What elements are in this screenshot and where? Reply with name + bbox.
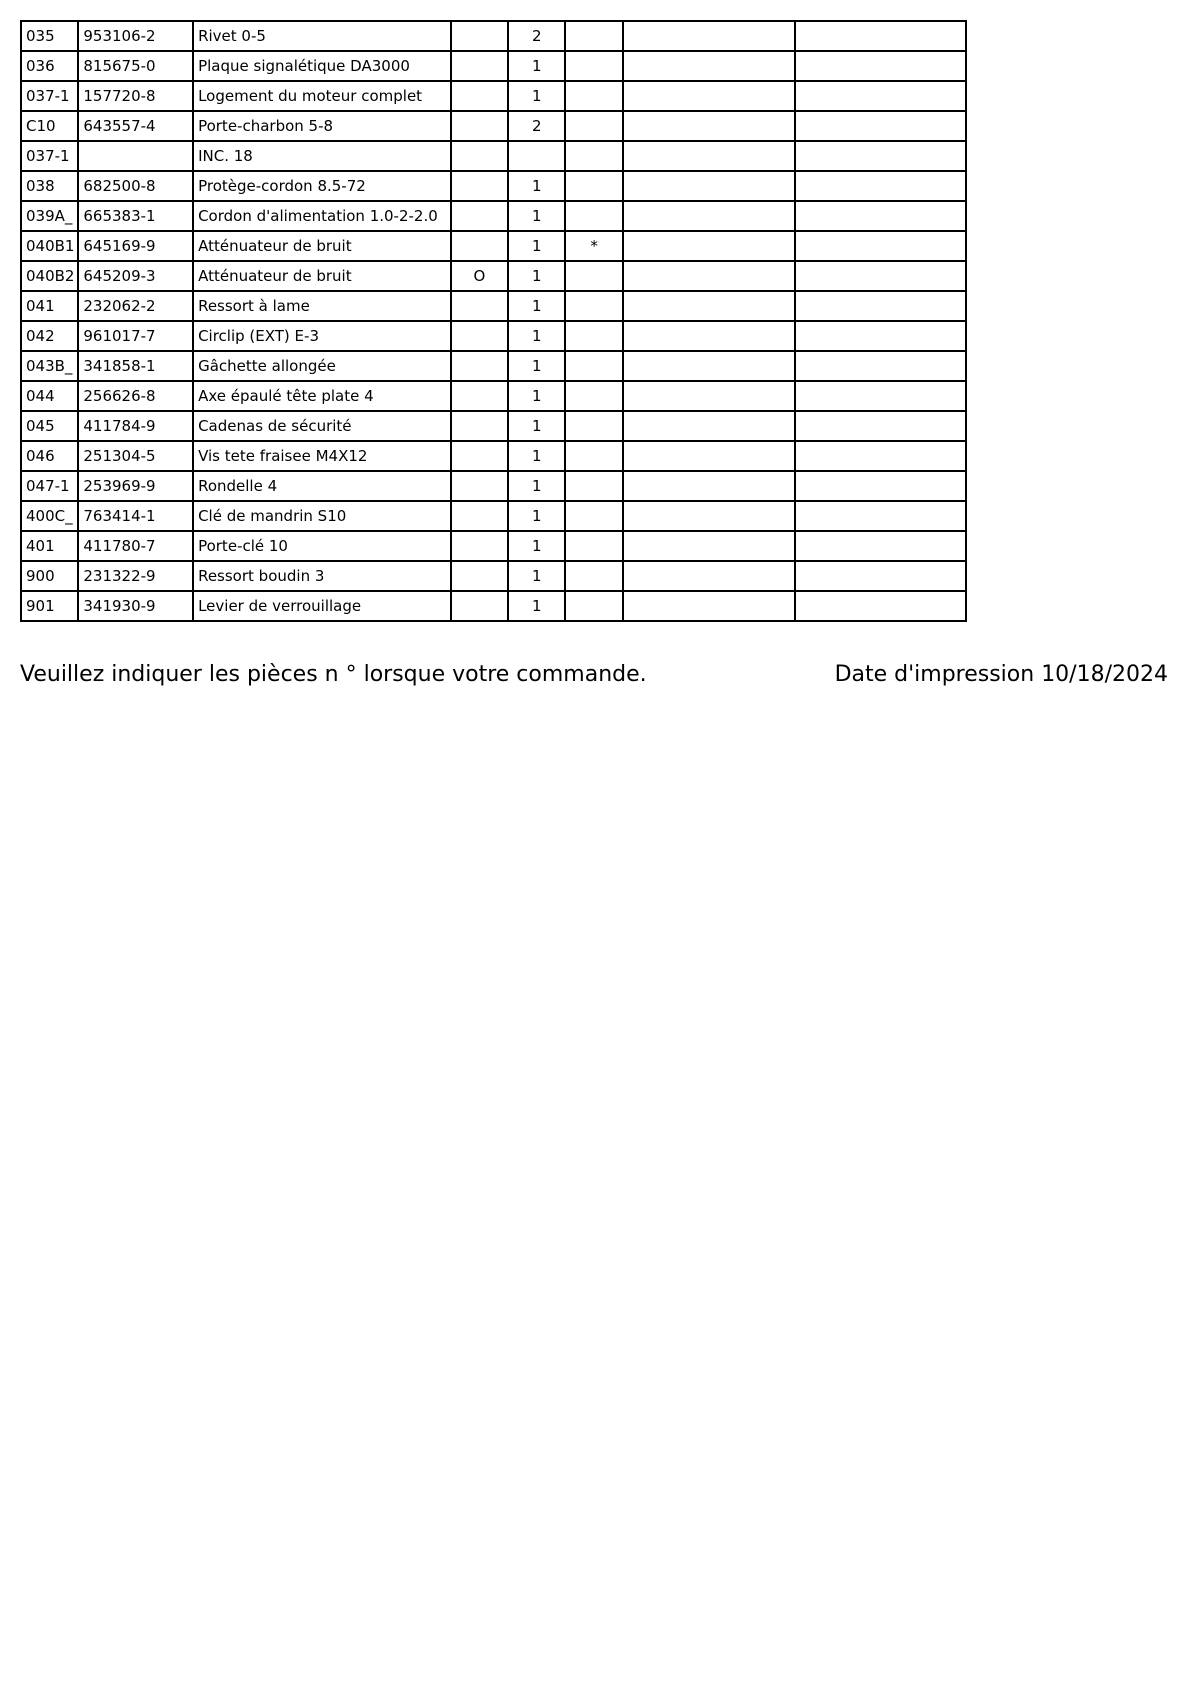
quantity-cell: 1 bbox=[508, 261, 565, 291]
description-cell: Circlip (EXT) E-3 bbox=[193, 321, 451, 351]
item-number-cell: 043B_ bbox=[21, 351, 78, 381]
blank-cell bbox=[795, 171, 966, 201]
part-number-cell: 815675-0 bbox=[78, 51, 193, 81]
table-row bbox=[21, 261, 966, 291]
part-number-cell: 763414-1 bbox=[78, 501, 193, 531]
flag-mark-cell bbox=[565, 261, 622, 291]
part-number-cell: 682500-8 bbox=[78, 171, 193, 201]
description-cell: Plaque signalétique DA3000 bbox=[193, 51, 451, 81]
description-cell: Cordon d'alimentation 1.0-2-2.0 bbox=[193, 201, 451, 231]
table-row bbox=[21, 231, 966, 261]
note-mark-cell bbox=[451, 471, 508, 501]
note-mark-cell bbox=[451, 381, 508, 411]
flag-mark-cell bbox=[565, 411, 622, 441]
part-number-cell: 253969-9 bbox=[78, 471, 193, 501]
description-cell: Axe épaulé tête plate 4 bbox=[193, 381, 451, 411]
blank-cell bbox=[795, 21, 966, 51]
table-row bbox=[21, 171, 966, 201]
print-date: Date d'impression 10/18/2024 bbox=[834, 662, 1168, 687]
note-mark-cell bbox=[451, 501, 508, 531]
blank-cell bbox=[623, 591, 795, 621]
note-mark-cell bbox=[451, 591, 508, 621]
item-number-cell: 038 bbox=[21, 171, 78, 201]
item-number-cell: 036 bbox=[21, 51, 78, 81]
note-mark-cell bbox=[451, 231, 508, 261]
blank-cell bbox=[795, 441, 966, 471]
part-number-cell bbox=[78, 141, 193, 171]
description-cell: Vis tete fraisee M4X12 bbox=[193, 441, 451, 471]
description-cell: Protège-cordon 8.5-72 bbox=[193, 171, 451, 201]
item-number-cell: 900 bbox=[21, 561, 78, 591]
flag-mark-cell bbox=[565, 201, 622, 231]
blank-cell bbox=[795, 231, 966, 261]
item-number-cell: 042 bbox=[21, 321, 78, 351]
flag-mark-cell bbox=[565, 111, 622, 141]
flag-mark-cell bbox=[565, 21, 622, 51]
description-cell: Porte-clé 10 bbox=[193, 531, 451, 561]
blank-cell bbox=[623, 111, 795, 141]
blank-cell bbox=[795, 531, 966, 561]
item-number-cell: 046 bbox=[21, 441, 78, 471]
flag-mark-cell: * bbox=[565, 231, 622, 261]
quantity-cell: 1 bbox=[508, 471, 565, 501]
blank-cell bbox=[623, 21, 795, 51]
description-cell: Atténuateur de bruit bbox=[193, 261, 451, 291]
part-number-cell: 665383-1 bbox=[78, 201, 193, 231]
description-cell: Rivet 0-5 bbox=[193, 21, 451, 51]
note-mark-cell bbox=[451, 561, 508, 591]
item-number-cell: 047-1 bbox=[21, 471, 78, 501]
flag-mark-cell bbox=[565, 81, 622, 111]
quantity-cell: 2 bbox=[508, 21, 565, 51]
part-number-cell: 341858-1 bbox=[78, 351, 193, 381]
item-number-cell: 401 bbox=[21, 531, 78, 561]
flag-mark-cell bbox=[565, 321, 622, 351]
blank-cell bbox=[623, 261, 795, 291]
table-row bbox=[21, 501, 966, 531]
note-mark-cell bbox=[451, 141, 508, 171]
quantity-cell: 1 bbox=[508, 381, 565, 411]
note-mark-cell bbox=[451, 291, 508, 321]
table-row bbox=[21, 21, 966, 51]
item-number-cell: 040B1 bbox=[21, 231, 78, 261]
blank-cell bbox=[795, 291, 966, 321]
flag-mark-cell bbox=[565, 441, 622, 471]
table-row bbox=[21, 441, 966, 471]
blank-cell bbox=[623, 231, 795, 261]
note-mark-cell bbox=[451, 111, 508, 141]
blank-cell bbox=[623, 291, 795, 321]
blank-cell bbox=[623, 51, 795, 81]
description-cell: INC. 18 bbox=[193, 141, 451, 171]
blank-cell bbox=[795, 141, 966, 171]
item-number-cell: 040B2 bbox=[21, 261, 78, 291]
description-cell: Levier de verrouillage bbox=[193, 591, 451, 621]
note-mark-cell bbox=[451, 411, 508, 441]
blank-cell bbox=[795, 51, 966, 81]
parts-table-body bbox=[21, 21, 966, 621]
blank-cell bbox=[795, 561, 966, 591]
blank-cell bbox=[795, 321, 966, 351]
part-number-cell: 643557-4 bbox=[78, 111, 193, 141]
item-number-cell: 045 bbox=[21, 411, 78, 441]
blank-cell bbox=[795, 411, 966, 441]
blank-cell bbox=[795, 591, 966, 621]
blank-cell bbox=[623, 171, 795, 201]
blank-cell bbox=[795, 261, 966, 291]
note-mark-cell: O bbox=[451, 261, 508, 291]
blank-cell bbox=[795, 501, 966, 531]
flag-mark-cell bbox=[565, 381, 622, 411]
part-number-cell: 645169-9 bbox=[78, 231, 193, 261]
quantity-cell: 1 bbox=[508, 201, 565, 231]
table-row bbox=[21, 411, 966, 441]
blank-cell bbox=[623, 561, 795, 591]
blank-cell bbox=[623, 441, 795, 471]
item-number-cell: C10 bbox=[21, 111, 78, 141]
table-row bbox=[21, 141, 966, 171]
item-number-cell: 035 bbox=[21, 21, 78, 51]
quantity-cell: 1 bbox=[508, 171, 565, 201]
flag-mark-cell bbox=[565, 531, 622, 561]
note-mark-cell bbox=[451, 441, 508, 471]
blank-cell bbox=[795, 381, 966, 411]
part-number-cell: 411784-9 bbox=[78, 411, 193, 441]
quantity-cell: 1 bbox=[508, 561, 565, 591]
part-number-cell: 953106-2 bbox=[78, 21, 193, 51]
part-number-cell: 157720-8 bbox=[78, 81, 193, 111]
table-row bbox=[21, 471, 966, 501]
part-number-cell: 251304-5 bbox=[78, 441, 193, 471]
quantity-cell: 1 bbox=[508, 291, 565, 321]
quantity-cell: 1 bbox=[508, 321, 565, 351]
blank-cell bbox=[623, 141, 795, 171]
quantity-cell: 1 bbox=[508, 411, 565, 441]
part-number-cell: 232062-2 bbox=[78, 291, 193, 321]
flag-mark-cell bbox=[565, 501, 622, 531]
description-cell: Ressort boudin 3 bbox=[193, 561, 451, 591]
table-row bbox=[21, 561, 966, 591]
part-number-cell: 341930-9 bbox=[78, 591, 193, 621]
blank-cell bbox=[795, 351, 966, 381]
description-cell: Atténuateur de bruit bbox=[193, 231, 451, 261]
note-mark-cell bbox=[451, 81, 508, 111]
table-row bbox=[21, 81, 966, 111]
quantity-cell: 2 bbox=[508, 111, 565, 141]
quantity-cell: 1 bbox=[508, 531, 565, 561]
quantity-cell: 1 bbox=[508, 441, 565, 471]
description-cell: Cadenas de sécurité bbox=[193, 411, 451, 441]
table-row bbox=[21, 51, 966, 81]
blank-cell bbox=[623, 201, 795, 231]
item-number-cell: 400C_ bbox=[21, 501, 78, 531]
flag-mark-cell bbox=[565, 51, 622, 81]
item-number-cell: 041 bbox=[21, 291, 78, 321]
flag-mark-cell bbox=[565, 141, 622, 171]
description-cell: Ressort à lame bbox=[193, 291, 451, 321]
note-mark-cell bbox=[451, 531, 508, 561]
table-row bbox=[21, 351, 966, 381]
blank-cell bbox=[623, 531, 795, 561]
part-number-cell: 645209-3 bbox=[78, 261, 193, 291]
quantity-cell: 1 bbox=[508, 591, 565, 621]
table-row bbox=[21, 381, 966, 411]
blank-cell bbox=[795, 111, 966, 141]
blank-cell bbox=[795, 471, 966, 501]
item-number-cell: 037-1 bbox=[21, 81, 78, 111]
item-number-cell: 901 bbox=[21, 591, 78, 621]
item-number-cell: 039A_ bbox=[21, 201, 78, 231]
part-number-cell: 231322-9 bbox=[78, 561, 193, 591]
quantity-cell bbox=[508, 141, 565, 171]
blank-cell bbox=[623, 501, 795, 531]
blank-cell bbox=[795, 81, 966, 111]
description-cell: Porte-charbon 5-8 bbox=[193, 111, 451, 141]
description-cell: Rondelle 4 bbox=[193, 471, 451, 501]
blank-cell bbox=[623, 381, 795, 411]
note-mark-cell bbox=[451, 351, 508, 381]
description-cell: Logement du moteur complet bbox=[193, 81, 451, 111]
blank-cell bbox=[623, 471, 795, 501]
note-mark-cell bbox=[451, 321, 508, 351]
quantity-cell: 1 bbox=[508, 81, 565, 111]
quantity-cell: 1 bbox=[508, 501, 565, 531]
table-row bbox=[21, 291, 966, 321]
part-number-cell: 411780-7 bbox=[78, 531, 193, 561]
flag-mark-cell bbox=[565, 471, 622, 501]
flag-mark-cell bbox=[565, 591, 622, 621]
blank-cell bbox=[623, 351, 795, 381]
quantity-cell: 1 bbox=[508, 351, 565, 381]
note-mark-cell bbox=[451, 51, 508, 81]
note-mark-cell bbox=[451, 21, 508, 51]
table-row bbox=[21, 531, 966, 561]
flag-mark-cell bbox=[565, 291, 622, 321]
flag-mark-cell bbox=[565, 171, 622, 201]
description-cell: Gâchette allongée bbox=[193, 351, 451, 381]
quantity-cell: 1 bbox=[508, 51, 565, 81]
part-number-cell: 961017-7 bbox=[78, 321, 193, 351]
table-row bbox=[21, 111, 966, 141]
note-mark-cell bbox=[451, 201, 508, 231]
item-number-cell: 044 bbox=[21, 381, 78, 411]
blank-cell bbox=[623, 81, 795, 111]
description-cell: Clé de mandrin S10 bbox=[193, 501, 451, 531]
quantity-cell: 1 bbox=[508, 231, 565, 261]
order-instruction-note: Veuillez indiquer les pièces n ° lorsque votre commande. bbox=[20, 662, 647, 687]
table-row bbox=[21, 201, 966, 231]
note-mark-cell bbox=[451, 171, 508, 201]
parts-table bbox=[20, 20, 967, 622]
flag-mark-cell bbox=[565, 561, 622, 591]
blank-cell bbox=[623, 321, 795, 351]
table-row bbox=[21, 591, 966, 621]
table-row bbox=[21, 321, 966, 351]
flag-mark-cell bbox=[565, 351, 622, 381]
blank-cell bbox=[795, 201, 966, 231]
item-number-cell: 037-1 bbox=[21, 141, 78, 171]
part-number-cell: 256626-8 bbox=[78, 381, 193, 411]
blank-cell bbox=[623, 411, 795, 441]
